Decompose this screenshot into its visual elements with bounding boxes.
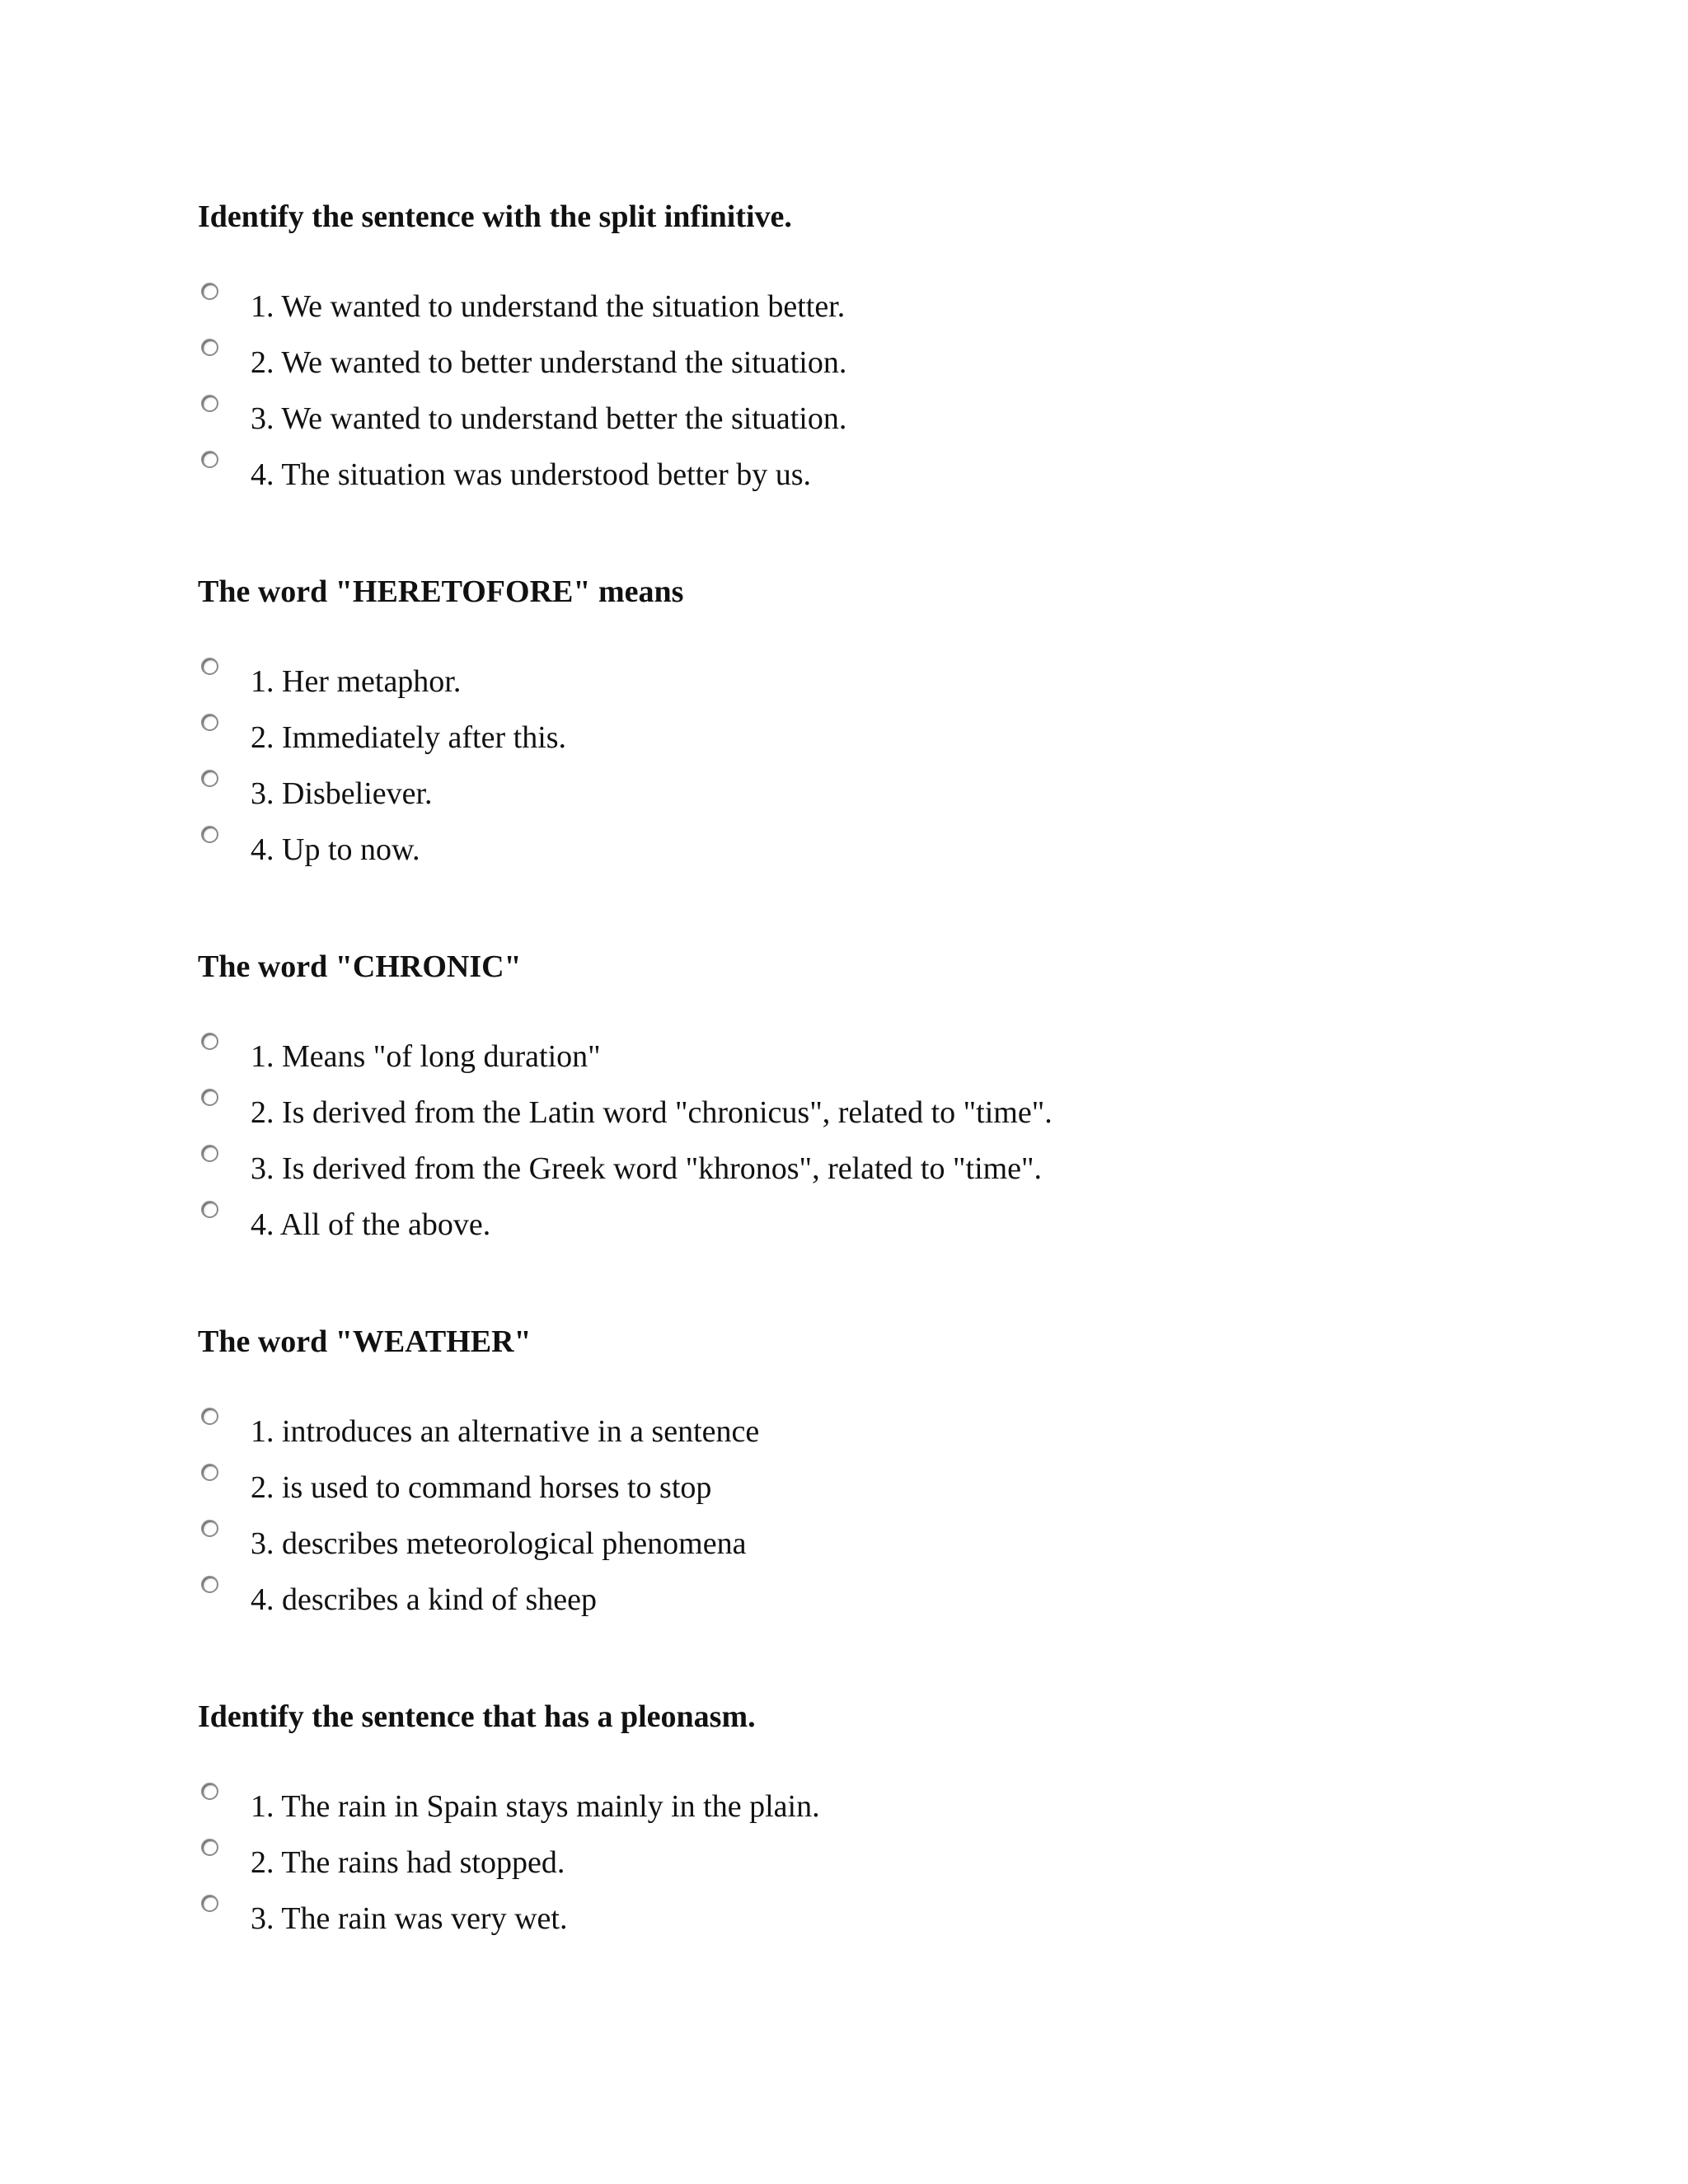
radio-button[interactable]	[201, 1089, 218, 1106]
answer-option[interactable]	[198, 1576, 1599, 1625]
radio-button[interactable]	[201, 395, 218, 412]
answer-label: 4. Up to now.	[251, 832, 420, 867]
question-title: Identify the sentence with the split infinitive.	[198, 199, 792, 234]
radio-button[interactable]	[201, 1464, 218, 1481]
answer-option[interactable]	[198, 1145, 1599, 1194]
answer-option[interactable]	[198, 1895, 1599, 1944]
answer-option[interactable]	[198, 1520, 1599, 1569]
radio-button[interactable]	[201, 1783, 218, 1800]
answer-option[interactable]	[198, 395, 1599, 444]
question-title: Identify the sentence that has a pleonasm.	[198, 1699, 756, 1734]
answer-option[interactable]	[198, 1783, 1599, 1832]
answer-option[interactable]	[198, 1089, 1599, 1138]
answer-label: 1. The rain in Spain stays mainly in the plain.	[251, 1789, 820, 1824]
answer-label: 3. We wanted to understand better the situation.	[251, 401, 847, 436]
answer-option[interactable]	[198, 451, 1599, 500]
radio-button[interactable]	[201, 451, 218, 468]
answer-label: 3. The rain was very wet.	[251, 1901, 568, 1936]
answer-label: 2. Is derived from the Latin word "chronicus", related to "time".	[251, 1095, 1053, 1130]
radio-button[interactable]	[201, 714, 218, 731]
radio-button[interactable]	[201, 770, 218, 787]
answer-label: 2. Immediately after this.	[251, 720, 567, 755]
answer-label: 4. All of the above.	[251, 1207, 491, 1242]
radio-button[interactable]	[201, 1145, 218, 1162]
radio-button[interactable]	[201, 826, 218, 843]
radio-button[interactable]	[201, 1895, 218, 1912]
answer-option[interactable]	[198, 1033, 1599, 1082]
answer-option[interactable]	[198, 1408, 1599, 1457]
radio-button[interactable]	[201, 1201, 218, 1218]
answer-label: 3. describes meteorological phenomena	[251, 1526, 747, 1561]
radio-button[interactable]	[201, 658, 218, 675]
answer-label: 1. We wanted to understand the situation better.	[251, 289, 846, 324]
answer-label: 2. is used to command horses to stop	[251, 1470, 712, 1505]
answer-label: 1. Means "of long duration"	[251, 1039, 601, 1074]
radio-button[interactable]	[201, 1408, 218, 1425]
question-title: The word "CHRONIC"	[198, 949, 522, 984]
question-title: The word "WEATHER"	[198, 1324, 532, 1359]
answer-label: 4. describes a kind of sheep	[251, 1582, 597, 1617]
radio-button[interactable]	[201, 1520, 218, 1537]
answer-option[interactable]	[198, 283, 1599, 332]
answer-label: 1. Her metaphor.	[251, 664, 462, 699]
question-title: The word "HERETOFORE" means	[198, 574, 684, 609]
radio-button[interactable]	[201, 339, 218, 356]
answer-label: 4. The situation was understood better by us.	[251, 457, 812, 492]
answer-option[interactable]	[198, 1201, 1599, 1250]
answer-label: 3. Disbeliever.	[251, 776, 433, 811]
answer-option[interactable]	[198, 339, 1599, 388]
answer-label: 2. The rains had stopped.	[251, 1845, 565, 1880]
radio-button[interactable]	[201, 1576, 218, 1593]
radio-button[interactable]	[201, 1033, 218, 1050]
answer-option[interactable]	[198, 770, 1599, 819]
radio-button[interactable]	[201, 1839, 218, 1856]
answer-label: 2. We wanted to better understand the situation.	[251, 345, 847, 380]
radio-button[interactable]	[201, 283, 218, 300]
answer-label: 1. introduces an alternative in a sentence	[251, 1414, 760, 1449]
answer-label: 3. Is derived from the Greek word "khronos", related to "time".	[251, 1151, 1043, 1186]
answer-option[interactable]	[198, 1839, 1599, 1888]
answer-option[interactable]	[198, 826, 1599, 875]
answer-option[interactable]	[198, 1464, 1599, 1513]
answer-option[interactable]	[198, 714, 1599, 763]
answer-option[interactable]	[198, 658, 1599, 707]
